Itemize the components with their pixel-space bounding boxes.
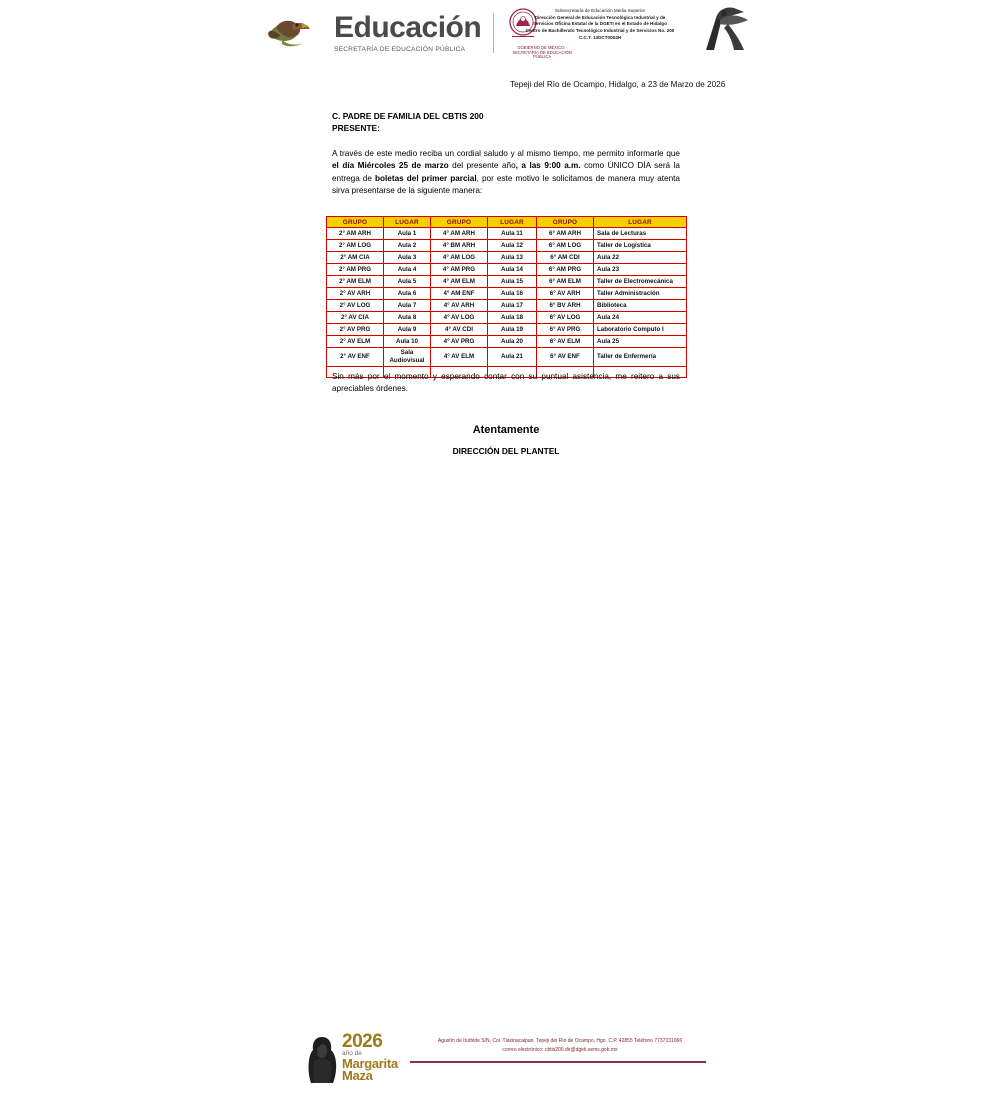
document-footer bbox=[0, 513, 1000, 1084]
table-cell-r7-c4: 6° AV LOG bbox=[537, 312, 594, 324]
table-cell-r1-c2: 4° BM ARH bbox=[431, 240, 488, 252]
table-cell-r0-c1: Aula 1 bbox=[384, 228, 431, 240]
table-row bbox=[327, 300, 687, 312]
column-header-lugar-1: LUGAR bbox=[384, 217, 431, 228]
table-cell-r2-c4: 6° AM CDI bbox=[537, 252, 594, 264]
table-row bbox=[327, 288, 687, 300]
table-cell-r1-c4: 6° AM LOG bbox=[537, 240, 594, 252]
table-cell-r10-c2: 4° AV ELM bbox=[431, 348, 488, 367]
table-cell-r10-c1: Sala Audiovisual bbox=[384, 348, 431, 367]
header-divider bbox=[493, 13, 494, 53]
brand-subtitle: SECRETARÍA DE EDUCACIÓN PÚBLICA bbox=[334, 45, 466, 53]
table-cell-r4-c4: 6° AM ELM bbox=[537, 276, 594, 288]
table-cell-r10-c0: 2° AV ENF bbox=[327, 348, 384, 367]
closing-paragraph: Sin más por el momento y esperando contar con su puntual asistencia, me reitero a sus apreciables órdenes. bbox=[332, 372, 680, 394]
margarita-text-block bbox=[342, 1031, 398, 1083]
footer-name-line-2: Maza bbox=[342, 1068, 373, 1084]
margarita-maza-emblem bbox=[305, 1031, 401, 1096]
table-cell-r3-c1: Aula 4 bbox=[384, 264, 431, 276]
table-cell-r8-c2: 4° AV CDI bbox=[431, 324, 488, 336]
table-cell-r6-c2: 4° AV ARH bbox=[431, 300, 488, 312]
sep-seal-caption: GOBIERNO DE MÉXICO · SECRETARÍA DE EDUCACIÓN PÚBLICA bbox=[512, 45, 572, 60]
paragraph-part-3: , a las 9:00 a.m. bbox=[515, 161, 581, 171]
table-cell-r7-c3: Aula 18 bbox=[488, 312, 537, 324]
sems-line-2: Servicios Oficina Estatal de la DGETI en el Estado de Hidalgo bbox=[533, 21, 667, 27]
table-cell-r2-c3: Aula 13 bbox=[488, 252, 537, 264]
table-cell-r9-c0: 2° AV ELM bbox=[327, 336, 384, 348]
column-header-grupo-3: GRUPO bbox=[537, 217, 594, 228]
paragraph-part-1: el día Miércoles 25 de marzo bbox=[332, 161, 449, 171]
table-row bbox=[327, 228, 687, 240]
table-cell-r6-c4: 6° BV ARH bbox=[537, 300, 594, 312]
footer-divider bbox=[410, 1061, 706, 1063]
table-cell-r8-c4: 6° AV PRG bbox=[537, 324, 594, 336]
column-header-lugar-2: LUGAR bbox=[488, 217, 537, 228]
signature-line: DIRECCIÓN DEL PLANTEL bbox=[452, 446, 560, 456]
table-cell-r7-c2: 4° AV LOG bbox=[431, 312, 488, 324]
table-cell-r9-c5: Aula 25 bbox=[594, 336, 687, 348]
table-row bbox=[327, 276, 687, 288]
sems-line-4: C.C.T. 13DCT0004H bbox=[578, 34, 622, 40]
table-cell-r5-c0: 2° AV ARH bbox=[327, 288, 384, 300]
table-cell-r2-c5: Aula 22 bbox=[594, 252, 687, 264]
footer-year: 2026 bbox=[342, 1031, 383, 1052]
table-cell-r5-c4: 6° AV ARH bbox=[537, 288, 594, 300]
table-cell-r3-c5: Aula 23 bbox=[594, 264, 687, 276]
table-cell-r9-c3: Aula 20 bbox=[488, 336, 537, 348]
table-cell-r4-c3: Aula 15 bbox=[488, 276, 537, 288]
sems-line-1: Dirección General de Educación Tecnológica Industrial y de bbox=[534, 14, 666, 20]
groups-table bbox=[326, 216, 687, 378]
table-cell-r2-c1: Aula 3 bbox=[384, 252, 431, 264]
table-cell-r5-c1: Aula 6 bbox=[384, 288, 431, 300]
place-date: Tepeji del Río de Ocampo, Hidalgo, a 23 de Marzo de 2026 bbox=[510, 80, 726, 89]
table-cell-r4-c1: Aula 5 bbox=[384, 276, 431, 288]
table-row bbox=[327, 312, 687, 324]
table-cell-r8-c5: Laboratorio Computo I bbox=[594, 324, 687, 336]
table-cell-r1-c1: Aula 2 bbox=[384, 240, 431, 252]
table-cell-r2-c0: 2° AM CIA bbox=[327, 252, 384, 264]
table-cell-r8-c0: 2° AV PRG bbox=[327, 324, 384, 336]
table-cell-r10-c4: 6° AV ENF bbox=[537, 348, 594, 367]
paragraph-part-2: del presente año bbox=[448, 161, 516, 171]
table-cell-r0-c4: 6° AM ARH bbox=[537, 228, 594, 240]
table-cell-r0-c0: 2° AM ARH bbox=[327, 228, 384, 240]
footer-contact-block bbox=[410, 1037, 710, 1054]
table-cell-r10-c3: Aula 21 bbox=[488, 348, 537, 367]
sems-line-0: Subsecretaría de Educación Media Superior bbox=[554, 8, 646, 13]
mexican-eagle-logo-icon bbox=[262, 13, 328, 53]
table-cell-r1-c3: Aula 12 bbox=[488, 240, 537, 252]
footer-year-sub: año de bbox=[342, 1050, 362, 1058]
sign-off: Atentamente bbox=[472, 424, 540, 436]
paragraph-part-4: como ÚNICO DÍA será la entrega de bbox=[332, 161, 680, 183]
brand-title: Educación bbox=[334, 10, 482, 44]
margarita-portrait-icon bbox=[305, 1031, 339, 1087]
table-cell-r6-c5: Biblioteca bbox=[594, 300, 687, 312]
sems-line-3: Centro de Bachillerato Tecnológico Industrial y de Servicios No. 200 bbox=[525, 27, 675, 33]
table-cell-r10-c5: Taller de Enfermería bbox=[594, 348, 687, 367]
addressee-line-1: C. PADRE DE FAMILIA DEL CBTIS 200 bbox=[332, 111, 484, 121]
table-cell-r0-c2: 4° AM ARH bbox=[431, 228, 488, 240]
table-row bbox=[327, 264, 687, 276]
paragraph-part-0: A través de este medio reciba un cordial saludo y al mismo tiempo, me permito informarle que bbox=[332, 149, 680, 158]
table-header-row bbox=[327, 217, 687, 228]
addressee-block bbox=[332, 110, 484, 134]
footer-name-line-1: Margarita bbox=[342, 1055, 398, 1071]
table-cell-r6-c1: Aula 7 bbox=[384, 300, 431, 312]
table-cell-r7-c0: 2° AV CIA bbox=[327, 312, 384, 324]
table-cell-r6-c3: Aula 17 bbox=[488, 300, 537, 312]
table-cell-r5-c3: Aula 16 bbox=[488, 288, 537, 300]
table-row bbox=[327, 240, 687, 252]
paragraph-part-5: boletas del primer parcial bbox=[375, 173, 477, 183]
column-header-lugar-3: LUGAR bbox=[594, 217, 687, 228]
table-cell-r4-c2: 4° AM ELM bbox=[431, 276, 488, 288]
table-cell-r1-c0: 2° AM LOG bbox=[327, 240, 384, 252]
table-row bbox=[327, 336, 687, 348]
flag-bearer-logo-icon bbox=[700, 0, 758, 55]
footer-email: correo electrónico: cbtis200.dir@dgeti.sems.gob.mx bbox=[502, 1046, 618, 1053]
main-paragraph bbox=[332, 148, 680, 198]
table-cell-r0-c5: Sala de Lecturas bbox=[594, 228, 687, 240]
table-cell-r8-c1: Aula 9 bbox=[384, 324, 431, 336]
table-cell-r3-c4: 6° AM PRG bbox=[537, 264, 594, 276]
table-cell-r1-c5: Taller de Logística bbox=[594, 240, 687, 252]
table-row bbox=[327, 324, 687, 336]
table-cell-r7-c5: Aula 24 bbox=[594, 312, 687, 324]
table-row bbox=[327, 348, 687, 367]
table-cell-r8-c3: Aula 19 bbox=[488, 324, 537, 336]
groups-table-container bbox=[326, 216, 687, 378]
table-cell-r3-c2: 4° AM PRG bbox=[431, 264, 488, 276]
table-cell-r3-c0: 2° AM PRG bbox=[327, 264, 384, 276]
sems-header-text bbox=[500, 8, 700, 41]
table-cell-r0-c3: Aula 11 bbox=[488, 228, 537, 240]
table-cell-r9-c2: 4° AV PRG bbox=[431, 336, 488, 348]
table-cell-r9-c1: Aula 10 bbox=[384, 336, 431, 348]
table-cell-r6-c0: 2° AV LOG bbox=[327, 300, 384, 312]
brand-text-block bbox=[334, 10, 482, 53]
footer-address: Agustín de Iturbide S/N, Col. Tlaxinacalpan, Tepeji del Río de Ocampo, Hgo. C.P. 42855 Teléfono 7737331066 bbox=[437, 1038, 683, 1044]
table-cell-r4-c5: Taller de Electromecánica bbox=[594, 276, 687, 288]
table-cell-r4-c0: 2° AM ELM bbox=[327, 276, 384, 288]
document-header bbox=[0, 0, 1000, 62]
table-cell-r7-c1: Aula 8 bbox=[384, 312, 431, 324]
table-cell-r5-c5: Taller Administración bbox=[594, 288, 687, 300]
paragraph-part-6: , por este motivo le solicitamos de manera muy atenta sirva presentarse de la siguiente manera: bbox=[332, 173, 680, 196]
table-row bbox=[327, 252, 687, 264]
table-cell-r2-c2: 4° AM LOG bbox=[431, 252, 488, 264]
addressee-line-2: PRESENTE: bbox=[332, 123, 380, 134]
column-header-grupo-2: GRUPO bbox=[431, 217, 488, 228]
column-header-grupo-1: GRUPO bbox=[327, 217, 384, 228]
table-cell-r5-c2: 4° AM ENF bbox=[431, 288, 488, 300]
table-cell-r3-c3: Aula 14 bbox=[488, 264, 537, 276]
table-cell-r9-c4: 6° AV ELM bbox=[537, 336, 594, 348]
